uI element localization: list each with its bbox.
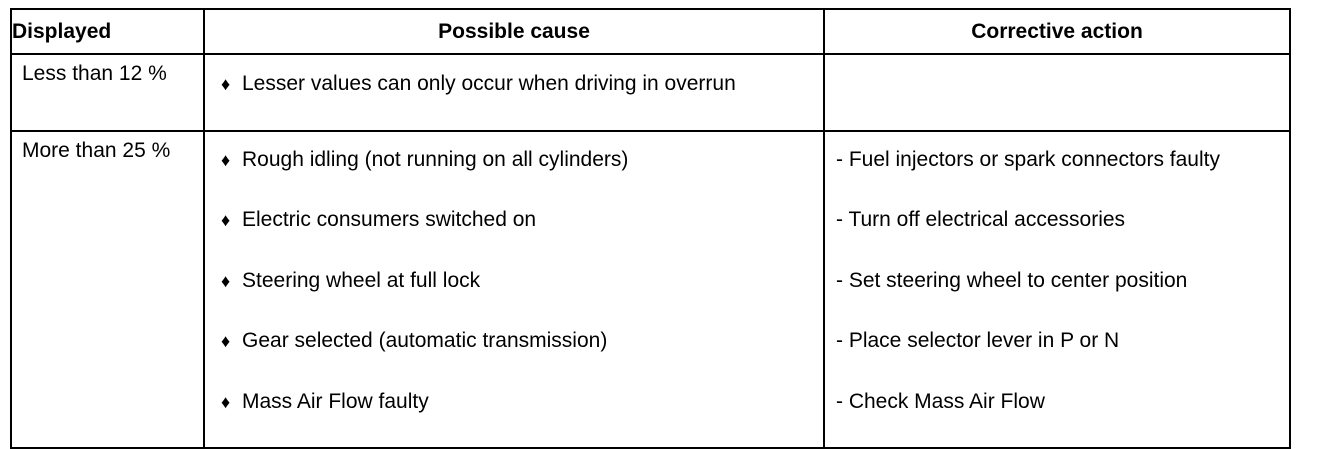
cause-text: Electric consumers switched on — [242, 208, 537, 231]
table-row — [11, 131, 1290, 449]
cause-item — [205, 145, 823, 206]
cause-cell — [204, 131, 824, 449]
cause-text: Steering wheel at full lock — [242, 268, 481, 292]
header-corrective-action: Corrective action — [824, 9, 1290, 54]
action-item: - Turn off electrical accessories — [836, 208, 1126, 231]
action-cell — [824, 54, 1290, 131]
cause-text: Lesser values can only occur when driving in overrun — [242, 72, 736, 95]
header-row — [11, 9, 1290, 54]
header-possible-cause: Possible cause — [204, 9, 824, 54]
cause-cell — [204, 54, 824, 131]
table-row — [11, 54, 1290, 131]
action-item: - Fuel injectors or spark connectors faulty — [836, 147, 1220, 171]
diamond-bullet-icon: ♦ — [221, 74, 231, 94]
diamond-bullet-icon: ♦ — [221, 270, 231, 291]
cause-item — [205, 326, 823, 387]
diamond-bullet-icon: ♦ — [221, 391, 231, 412]
action-item: - Check Mass Air Flow — [836, 389, 1045, 413]
action-cell — [824, 131, 1290, 449]
action-item: - Place selector lever in P or N — [836, 329, 1120, 352]
header-displayed: Displayed — [11, 9, 204, 54]
diagnostic-table — [10, 8, 1291, 449]
displayed-cell — [11, 54, 204, 131]
diamond-bullet-icon: ♦ — [221, 331, 231, 351]
cause-item — [205, 205, 823, 266]
cause-item — [205, 69, 823, 130]
displayed-cell — [11, 131, 204, 449]
displayed-value: Less than 12 % — [22, 62, 167, 85]
displayed-value: More than 25 % — [22, 138, 171, 162]
cause-item — [205, 266, 823, 327]
diamond-bullet-icon: ♦ — [221, 210, 231, 230]
cause-item — [205, 387, 823, 448]
cause-text: Mass Air Flow faulty — [242, 389, 429, 413]
cause-text: Rough idling (not running on all cylinders) — [242, 147, 629, 171]
diamond-bullet-icon: ♦ — [221, 149, 231, 170]
action-item: - Set steering wheel to center position — [836, 268, 1188, 292]
cause-text: Gear selected (automatic transmission) — [242, 329, 608, 352]
